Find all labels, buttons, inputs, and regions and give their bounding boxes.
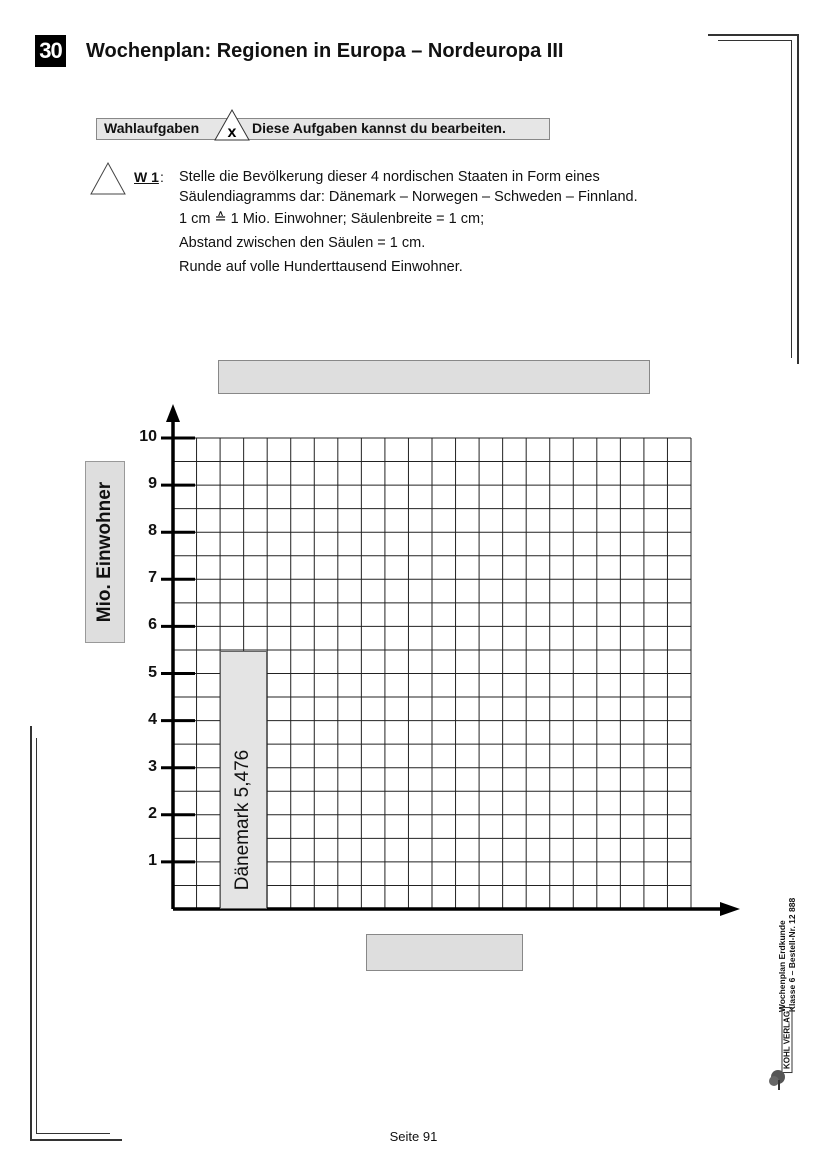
publisher-logo-text: KOHL VERLAG [782,1007,793,1073]
task-line-2: Säulendiagramms dar: Dänemark – Norwegen – Schweden – Finnland. [179,189,638,205]
optional-tasks-description: Diese Aufgaben kannst du bearbeiten. [252,120,506,136]
y-tick-label: 9 [148,475,157,493]
task-line-3: 1 cm ≙ 1 Mio. Einwohner; Säulenbreite = 1 cm; [179,211,485,227]
y-tick-label: 7 [148,569,157,587]
y-tick-label: 4 [148,710,157,728]
publisher-tree-icon [768,1068,790,1092]
page-number: Seite 91 [389,1129,438,1144]
publisher-info-line-2: Klasse 6 – Bestell-Nr. 12 888 [787,897,797,1013]
worksheet-number-badge: 30 [35,35,66,67]
publisher-info [777,898,797,1012]
y-tick-label: 8 [148,522,157,540]
y-tick-label: 10 [139,428,157,445]
page-title: Wochenplan: Regionen in Europa – Nordeuropa III [86,40,564,62]
bar-label-daenemark: Dänemark 5,476 [232,749,253,891]
task-line-1: Stelle die Bevölkerung dieser 4 nordischen Staaten in Form eines [179,169,600,185]
optional-symbol: x [227,124,237,141]
y-tick-label: 5 [148,663,157,681]
task-colon: : [160,169,164,185]
task-line-4: Abstand zwischen den Säulen = 1 cm. [179,235,426,251]
y-tick-label: 6 [148,616,157,634]
x-axis-arrow [720,902,740,916]
optional-tasks-label: Wahlaufgaben [104,120,200,136]
y-tick-label: 1 [148,851,157,869]
y-axis-label: Mio. Einwohner [94,481,115,623]
publisher-info-line-1: Wochenplan Erdkunde [777,920,787,1013]
task-line-5: Runde auf volle Hunderttausend Einwohner. [179,259,463,275]
y-tick-label: 3 [148,757,157,775]
y-axis-arrow [166,404,180,422]
task-label: W 1 [134,169,159,185]
y-tick-label: 2 [148,804,157,822]
